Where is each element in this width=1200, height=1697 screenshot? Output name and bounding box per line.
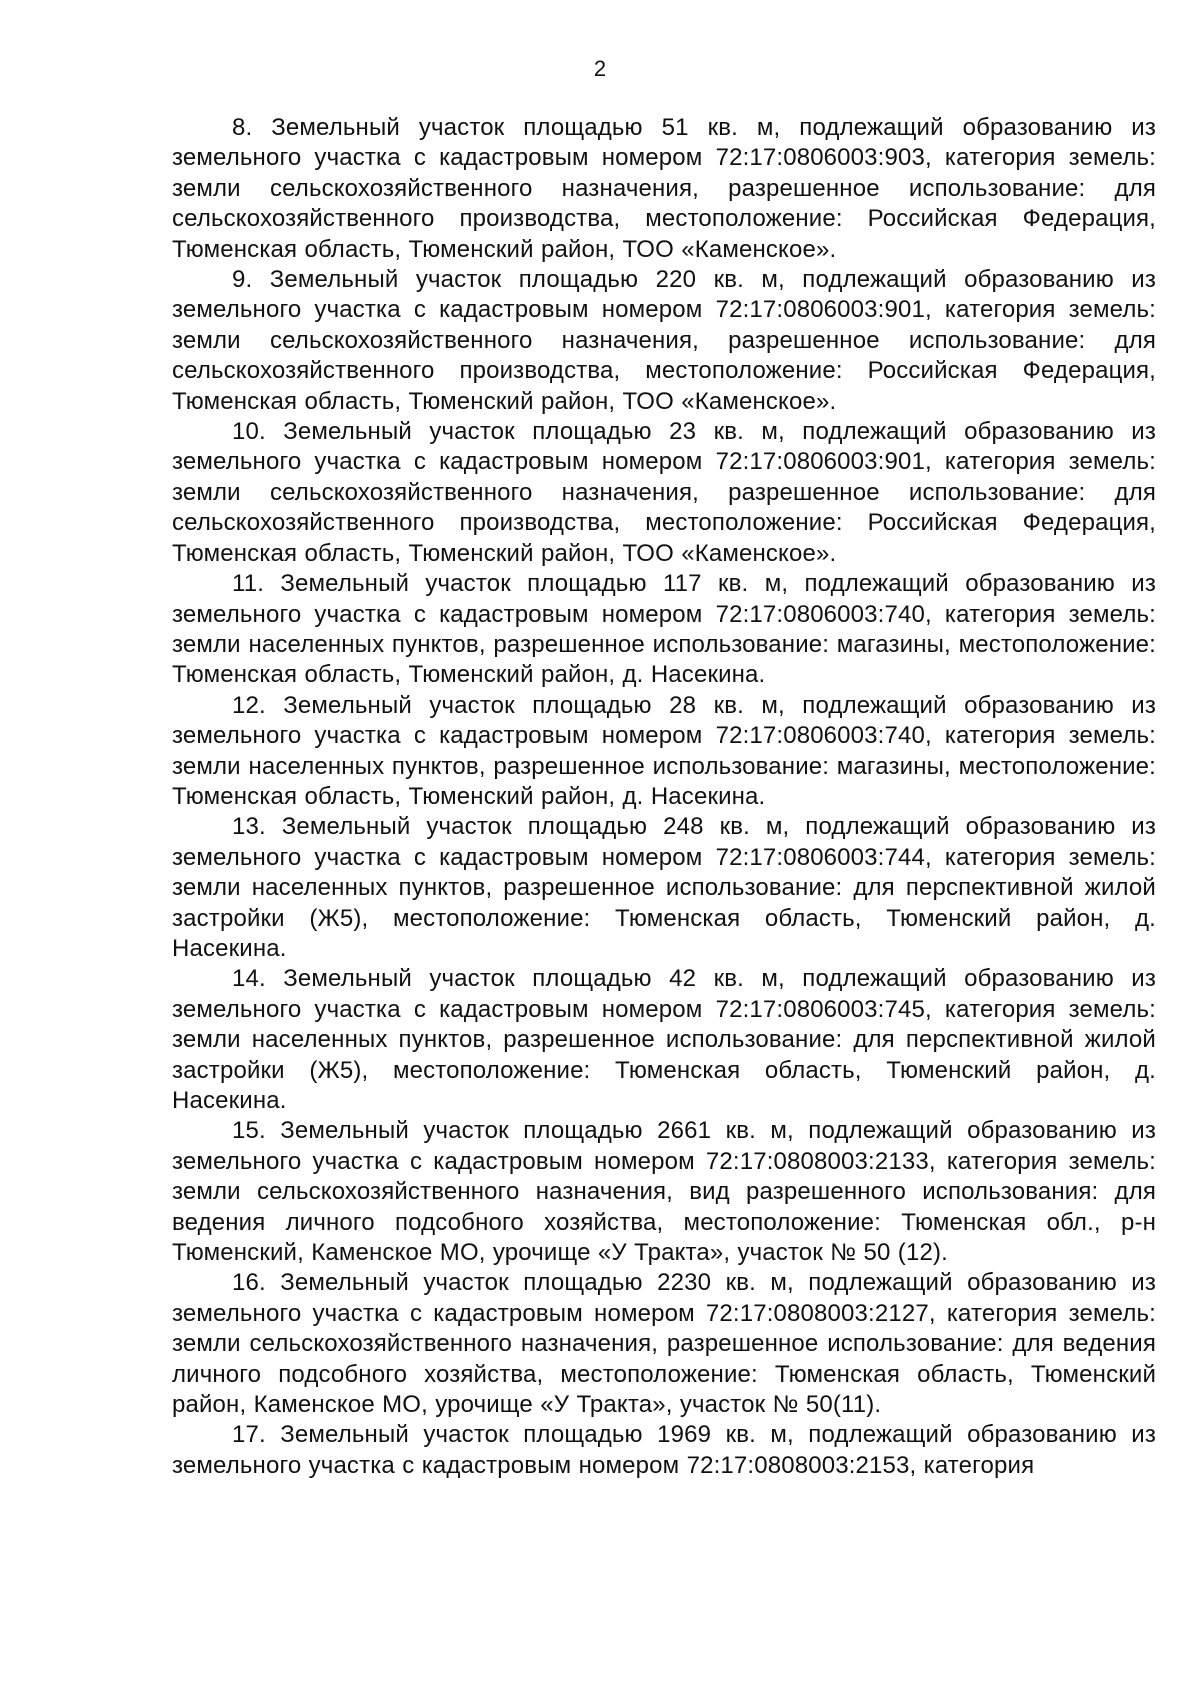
paragraph-item-8: 8. Земельный участок площадью 51 кв. м, подлежащий образованию из земельного участка с кадастровым номером 72:17:0806003:903, категория земель: земли сельскохозяйственного назначения, разрешенное использование: для сельскохозяйственного производства, местоположение: Российская Федерация, Тюменская область, Тюменский район, ТОО «Каменское».	[172, 114, 1156, 263]
paragraph-item-9: 9. Земельный участок площадью 220 кв. м, подлежащий образованию из земельного участка с кадастровым номером 72:17:0806003:901, категория земель: земли сельскохозяйственного назначения, разрешенное использование: для сельскохозяйственного производства, местоположение: Российская Федерация, Тюменская область, Тюменский район, ТОО «Каменское».	[172, 266, 1156, 415]
paragraph-item-15: 15. Земельный участок площадью 2661 кв. м, подлежащий образованию из земельного участка с кадастровым номером 72:17:0808003:2133, категория земель: земли сельскохозяйственного назначения, вид разрешенного использования: для ведения личного подсобного хозяйства, местоположение: Тюменская обл., р-н Тюменский, Каменское МО, урочище «У Тракта», участок № 50 (12).	[172, 1117, 1156, 1267]
page-number: 2	[593, 56, 607, 81]
paragraph-item-14: 14. Земельный участок площадью 42 кв. м, подлежащий образованию из земельного участка с кадастровым номером 72:17:0806003:745, категория земель: земли населенных пунктов, разрешенное использование: для перспективной жилой застройки (Ж5), местоположение: Тюменская область, Тюменский район, д. Насекина.	[172, 965, 1156, 1114]
document-body	[172, 113, 1156, 1481]
paragraph-item-17: 17. Земельный участок площадью 1969 кв. м, подлежащий образованию из земельного участка с кадастровым номером 72:17:0808003:2153, категория	[172, 1421, 1156, 1479]
paragraph-item-11: 11. Земельный участок площадью 117 кв. м, подлежащий образованию из земельного участка с кадастровым номером 72:17:0806003:740, категория земель: земли населенных пунктов, разрешенное использование: магазины, местоположение: Тюменская область, Тюменский район, д. Насекина.	[172, 570, 1156, 689]
paragraph-item-13: 13. Земельный участок площадью 248 кв. м, подлежащий образованию из земельного участка с кадастровым номером 72:17:0806003:744, категория земель: земли населенных пунктов, разрешенное использование: для перспективной жилой застройки (Ж5), местоположение: Тюменская область, Тюменский район, д. Насекина.	[172, 813, 1156, 962]
paragraph-item-10: 10. Земельный участок площадью 23 кв. м, подлежащий образованию из земельного участка с кадастровым номером 72:17:0806003:901, категория земель: земли сельскохозяйственного назначения, разрешенное использование: для сельскохозяйственного производства, местоположение: Российская Федерация, Тюменская область, Тюменский район, ТОО «Каменское».	[172, 418, 1156, 567]
paragraph-item-12: 12. Земельный участок площадью 28 кв. м, подлежащий образованию из земельного участка с кадастровым номером 72:17:0806003:740, категория земель: земли населенных пунктов, разрешенное использование: магазины, местоположение: Тюменская область, Тюменский район, д. Насекина.	[172, 691, 1156, 810]
paragraph-item-16: 16. Земельный участок площадью 2230 кв. м, подлежащий образованию из земельного участка с кадастровым номером 72:17:0808003:2127, категория земель: земли сельскохозяйственного назначения, разрешенное использование: для ведения личного подсобного хозяйства, местоположение: Тюменская область, Тюменский район, Каменское МО, урочище «У Тракта», участок № 50(11).	[172, 1269, 1156, 1419]
